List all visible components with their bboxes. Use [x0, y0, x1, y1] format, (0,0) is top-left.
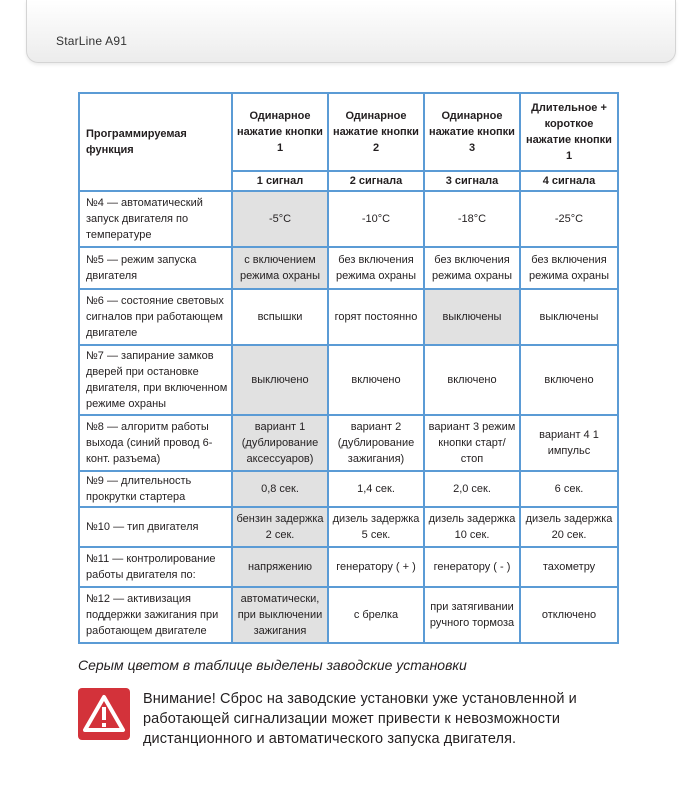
column-header-long-press: Длительное + короткое нажатие кнопки 1: [520, 93, 618, 171]
signal-count-1: 1 сигнал: [232, 171, 328, 191]
value-cell: выключены: [520, 289, 618, 345]
value-cell: 1,4 сек.: [328, 471, 424, 507]
value-cell: генератору ( + ): [328, 547, 424, 587]
settings-table-body: [79, 191, 618, 643]
value-cell: генератору ( - ): [424, 547, 520, 587]
default-value-cell: выключено: [232, 345, 328, 415]
value-cell: вариант 2 (дублирование зажигания): [328, 415, 424, 471]
default-value-cell: 0,8 сек.: [232, 471, 328, 507]
column-header-button3: Одинарное нажатие кнопки 3: [424, 93, 520, 171]
settings-table: [78, 92, 619, 644]
value-cell: дизель задержка 20 сек.: [520, 507, 618, 547]
value-cell: тахометру: [520, 547, 618, 587]
table-row: [79, 587, 618, 643]
value-cell: включено: [520, 345, 618, 415]
value-cell: дизель задержка 5 сек.: [328, 507, 424, 547]
signal-count-3: 3 сигнала: [424, 171, 520, 191]
column-header-button1: Одинарное нажатие кнопки 1: [232, 93, 328, 171]
column-header-row: [79, 93, 618, 171]
value-cell: без включения режима охраны: [520, 247, 618, 289]
table-row: [79, 289, 618, 345]
value-cell: без включения режима охраны: [424, 247, 520, 289]
default-value-cell: с включением режима охраны: [232, 247, 328, 289]
table-row: [79, 191, 618, 247]
function-name-cell: №9 — длительность прокрутки стартера: [79, 471, 232, 507]
function-name-cell: №12 — активизация поддержки зажигания при работающем двигателе: [79, 587, 232, 643]
factory-default-note: Серым цветом в таблице выделены заводские установки: [78, 657, 467, 673]
default-value-cell: бензин задержка 2 сек.: [232, 507, 328, 547]
page-header-band: [26, 0, 676, 63]
default-value-cell: автоматически, при выключении зажигания: [232, 587, 328, 643]
function-name-cell: №10 — тип двигателя: [79, 507, 232, 547]
value-cell: 2,0 сек.: [424, 471, 520, 507]
value-cell: -18°C: [424, 191, 520, 247]
value-cell: включено: [424, 345, 520, 415]
value-cell: вариант 4 1 импульс: [520, 415, 618, 471]
value-cell: вспышки: [232, 289, 328, 345]
default-value-cell: -5°C: [232, 191, 328, 247]
function-name-cell: №4 — автоматический запуск двигателя по температуре: [79, 191, 232, 247]
default-value-cell: напряжению: [232, 547, 328, 587]
default-value-cell: вариант 1 (дублирование аксессуаров): [232, 415, 328, 471]
default-value-cell: выключены: [424, 289, 520, 345]
value-cell: дизель задержка 10 сек.: [424, 507, 520, 547]
function-name-cell: №11 — контролирование работы двигателя по:: [79, 547, 232, 587]
value-cell: горят постоянно: [328, 289, 424, 345]
table-row: [79, 471, 618, 507]
value-cell: без включения режима охраны: [328, 247, 424, 289]
signal-count-2: 2 сигнала: [328, 171, 424, 191]
warning-triangle-icon: [78, 688, 130, 740]
function-name-cell: №6 — состояние световых сигналов при работающем двигателе: [79, 289, 232, 345]
function-column-header: Программируемая функция: [79, 93, 232, 191]
value-cell: -25°C: [520, 191, 618, 247]
signal-count-4: 4 сигнала: [520, 171, 618, 191]
column-header-button2: Одинарное нажатие кнопки 2: [328, 93, 424, 171]
value-cell: включено: [328, 345, 424, 415]
function-name-cell: №5 — режим запуска двигателя: [79, 247, 232, 289]
table-row: [79, 345, 618, 415]
value-cell: -10°C: [328, 191, 424, 247]
function-name-cell: №7 — запирание замков дверей при остановке двигателя, при включенном режиме охраны: [79, 345, 232, 415]
table-row: [79, 415, 618, 471]
table-row: [79, 247, 618, 289]
function-name-cell: №8 — алгоритм работы выхода (синий провод 6-конт. разъема): [79, 415, 232, 471]
table-row: [79, 547, 618, 587]
table-row: [79, 507, 618, 547]
value-cell: при затягивании ручного тормоза: [424, 587, 520, 643]
warning-text: Внимание! Сброс на заводские установки уже установленной и работающей сигнализации может привести к невозможности дистанционного и автоматического запуска двигателя.: [143, 691, 577, 747]
value-cell: с брелка: [328, 587, 424, 643]
document-title: StarLine A91: [56, 34, 128, 48]
value-cell: 6 сек.: [520, 471, 618, 507]
value-cell: вариант 3 режим кнопки старт/стоп: [424, 415, 520, 471]
value-cell: отключено: [520, 587, 618, 643]
